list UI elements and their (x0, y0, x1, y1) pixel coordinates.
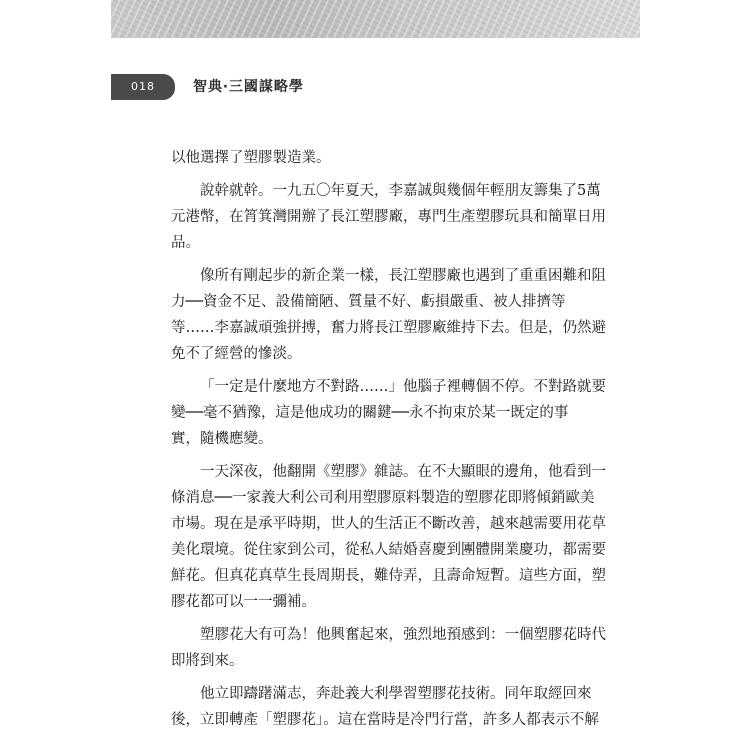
paragraph-gap (171, 452, 589, 459)
text-line: 等……李嘉誠頑強拼搏，奮力將長江塑膠廠維持下去。但是，仍然避 (171, 320, 606, 336)
text-line: 像所有剛起步的新企業一樣，長江塑膠廠也遇到了重重困難和阻 (200, 268, 606, 284)
text-line: 市場。現在是承平時期，世人的生活正不斷改善，越來越需要用花草 (171, 516, 606, 532)
body-text (171, 145, 606, 733)
text-line: 塑膠花大有可為！他興奮起來，強烈地預感到：一個塑膠花時代 (200, 627, 606, 643)
paragraph (171, 622, 606, 674)
text-line: 膠花都可以一一彌補。 (171, 594, 316, 610)
paragraph (171, 374, 606, 452)
decorative-banner (111, 0, 640, 38)
text-line: 實，隨機應變。 (171, 431, 273, 447)
page-number: 018 (131, 80, 155, 93)
book-page (111, 0, 640, 750)
paragraph-gap (171, 615, 589, 622)
text-line: 條消息──一家義大利公司利用塑膠原料製造的塑膠花即將傾銷歐美 (171, 490, 595, 506)
page-header (111, 74, 640, 100)
book-title: 智典‧三國謀略學 (193, 79, 304, 95)
text-line: 元港幣，在筲箕灣開辦了長江塑膠廠，專門生產塑膠玩具和簡單日用 (171, 209, 606, 225)
paragraph-gap (171, 256, 589, 263)
paragraph (171, 178, 606, 256)
text-line: 「一定是什麼地方不對路……」他腦子裡轉個不停。不對路就要 (200, 379, 606, 395)
text-line: 他立即躊躇滿志，奔赴義大利學習塑膠花技術。同年取經回來 (200, 686, 592, 702)
paragraph (171, 681, 599, 733)
paragraph (171, 263, 606, 367)
text-line: 一天深夜，他翻開《塑膠》雜誌。在不大顯眼的邊角，他看到一 (200, 464, 606, 480)
text-line: 免不了經營的慘淡。 (171, 346, 302, 362)
text-line: 以他選擇了塑膠製造業。 (171, 150, 331, 166)
paragraph (171, 145, 589, 171)
text-line: 說幹就幹。一九五〇年夏天，李嘉誠與幾個年輕朋友籌集了5萬 (200, 183, 601, 199)
text-line: 美化環境。從住家到公司，從私人結婚喜慶到團體開業慶功，都需要 (171, 542, 606, 558)
paragraph-gap (171, 674, 589, 681)
text-line: 鮮花。但真花真草生長周期長，難侍弄，且壽命短暫。這些方面，塑 (171, 568, 606, 584)
paragraph-gap (171, 171, 589, 178)
paragraph-gap (171, 367, 589, 374)
page-number-tab (111, 74, 175, 100)
text-line: 後，立即轉產「塑膠花」。這在當時是冷門行當，許多人都表示不解 (171, 712, 599, 728)
text-line: 即將到來。 (171, 653, 244, 669)
text-line: 變──毫不猶豫，這是他成功的關鍵──永不拘束於某一既定的事 (171, 405, 569, 421)
paragraph (171, 459, 606, 615)
text-line: 力──資金不足、設備簡陋、質量不好、虧損嚴重、被人排擠等 (171, 294, 566, 310)
text-line: 品。 (171, 235, 200, 251)
